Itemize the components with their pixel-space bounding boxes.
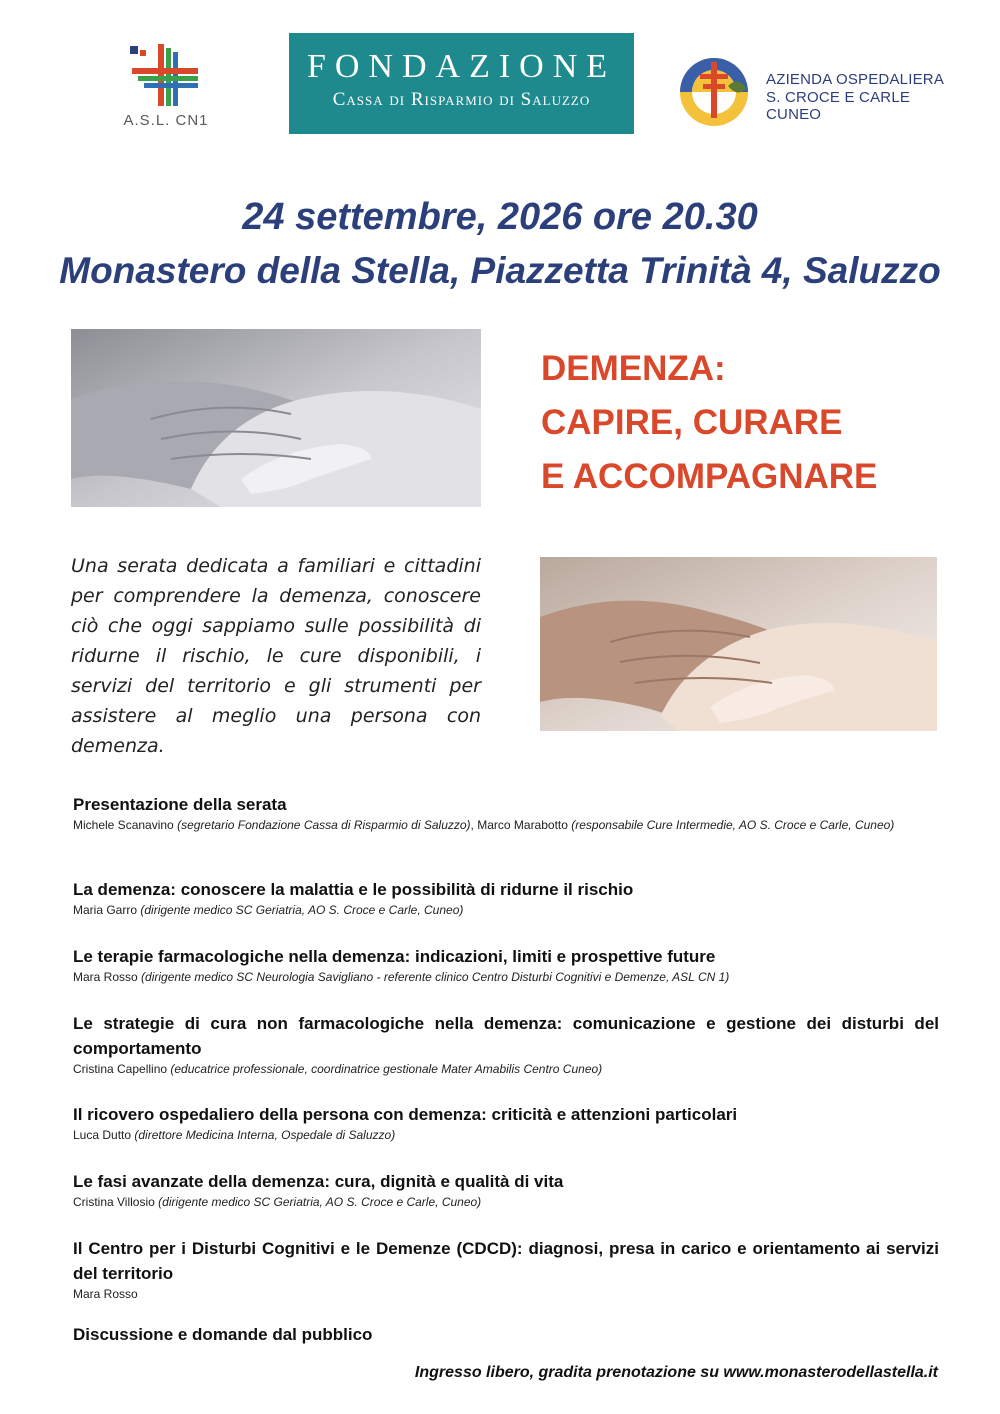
separator: ,	[470, 818, 478, 832]
event-date: 24 settembre, 2026 ore 20.30	[242, 196, 758, 238]
program-item-title: Discussione e domande dal pubblico	[73, 1325, 373, 1344]
speaker-role: (dirigente medico SC Geriatria, AO S. Croce e Carle, Cuneo)	[158, 1195, 482, 1209]
azienda-line-1: AZIENDA OSPEDALIERA	[766, 71, 945, 88]
program-item-title: La demenza: conoscere la malattia e le possibilità di ridurne il rischio	[73, 880, 634, 899]
speaker-name: Mara Rosso	[73, 1287, 138, 1301]
speaker-name: Mara Rosso	[73, 970, 138, 984]
asl-cn1-logo	[118, 42, 214, 134]
title-line-1: DEMENZA:	[541, 349, 726, 388]
speaker-name: Marco Marabotto	[477, 818, 568, 832]
program-item-title: Le strategie di cura non farmacologiche nella demenza: comunicazione e gestione dei disturbi del comportamento	[73, 1014, 939, 1058]
program-item-speakers	[73, 902, 939, 919]
speaker-name: Michele Scanavino	[73, 818, 174, 832]
fondazione-subtitle: Cassa di Risparmio di Saluzzo	[332, 89, 591, 110]
program-item	[73, 1102, 939, 1144]
speaker-name: Cristina Villosio	[73, 1195, 155, 1209]
speaker-name: Luca Dutto	[73, 1128, 132, 1142]
program-item-speakers	[73, 1061, 939, 1078]
program-item-speakers	[73, 1127, 939, 1144]
title-line-2: CAPIRE, CURARE	[541, 403, 843, 442]
asl-logo-text: A.S.L. CN1	[123, 112, 209, 129]
program-item-speakers	[73, 969, 939, 986]
program-item	[73, 1011, 939, 1078]
speaker-role: (dirigente medico SC Neurologia Savigliano - referente clinico Centro Disturbi Cognitivi e Demenze, ASL CN 1)	[141, 970, 730, 984]
holding-hands-photo-color	[540, 557, 937, 731]
azienda-ospedaliera-logo	[676, 52, 966, 132]
speaker-role: (dirigente medico SC Geriatria, AO S. Croce e Carle, Cuneo)	[140, 903, 464, 917]
program-item-title: Il Centro per i Disturbi Cognitivi e le Demenze (CDCD): diagnosi, presa in carico e orientamento ai servizi del territorio	[73, 1239, 939, 1283]
program-item	[73, 1322, 939, 1347]
holding-hands-photo-bw	[71, 329, 481, 507]
asl-cross-icon	[128, 42, 204, 108]
program-item	[73, 1169, 939, 1211]
speaker-name: Cristina Capellino	[73, 1062, 168, 1076]
speaker-role: (segretario Fondazione Cassa di Risparmio di Saluzzo)	[177, 818, 471, 832]
speaker-role: (responsabile Cure Intermedie, AO S. Croce e Carle, Cuneo)	[571, 818, 895, 832]
program-item	[73, 792, 939, 834]
fondazione-name: FONDAZIONE	[306, 48, 617, 85]
program-item-speakers	[73, 1194, 939, 1211]
speaker-name: Maria Garro	[73, 903, 138, 917]
program-item-title: Presentazione della serata	[73, 795, 287, 814]
program-item-title: Il ricovero ospedaliero della persona con demenza: criticità e attenzioni particolari	[73, 1105, 738, 1124]
title-line-3: E ACCOMPAGNARE	[541, 457, 878, 496]
program-item-title: Le fasi avanzate della demenza: cura, dignità e qualità di vita	[73, 1172, 564, 1191]
program-item	[73, 1236, 939, 1303]
program-item	[73, 944, 939, 986]
hospital-emblem-icon	[676, 52, 756, 132]
azienda-line-2: S. CROCE E CARLE CUNEO	[766, 89, 911, 123]
program-item-speakers	[73, 817, 939, 834]
event-place: Monastero della Stella, Piazzetta Trinità 4, Saluzzo	[59, 250, 941, 291]
event-title	[541, 342, 981, 504]
program-item-title: Le terapie farmacologiche nella demenza: indicazioni, limiti e prospettive future	[73, 947, 716, 966]
program-item	[73, 877, 939, 919]
intro-paragraph: Una serata dedicata a familiari e cittadini per comprendere la demenza, conoscere ciò che oggi sappiamo sulle possibilità di ridurne il rischio, le cure disponibili, i servizi del territorio e gli strumenti per assistere al meglio una persona con demenza.	[71, 555, 481, 757]
fondazione-logo	[289, 33, 634, 134]
program-item-speakers	[73, 1286, 939, 1303]
speaker-role: (educatrice professionale, coordinatrice gestionale Mater Amabilis Centro Cuneo)	[170, 1062, 603, 1076]
speaker-role: (direttore Medicina Interna, Ospedale di Saluzzo)	[134, 1128, 396, 1142]
booking-note: Ingresso libero, gradita prenotazione su www.monasterodellastella.it	[414, 1364, 938, 1381]
